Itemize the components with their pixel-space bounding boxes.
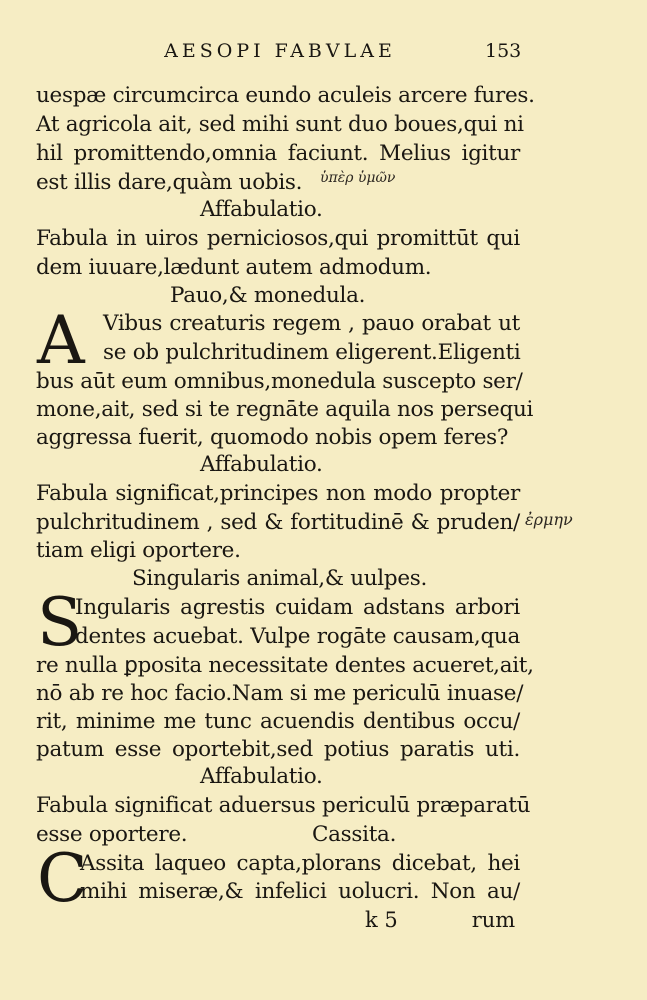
drop-cap-initial: S <box>37 584 83 661</box>
text-line: mone,ait, sed si te regnāte aquila nos persequi <box>36 397 534 422</box>
text-line: nō ab re hoc facio.Nam si me periculū inuase/ <box>36 681 524 706</box>
text-line: At agricola ait, sed mihi sunt duo boues,qui ni <box>36 112 524 137</box>
marginal-annotation: ὑπὲρ ὑμῶν <box>320 170 396 186</box>
text-line: patum esse oportebit,sed potius paratis uti. <box>36 737 520 762</box>
text-line: est illis dare,quàm uobis. <box>36 170 303 195</box>
text-line: Fabula significat aduersus periculū præparatū <box>36 793 531 818</box>
drop-cap-initial: C <box>37 840 88 917</box>
section-heading: Affabulatio. <box>200 452 323 477</box>
text-line: re nulla ꝑposita necessitate dentes acueret,ait, <box>36 653 534 678</box>
running-title: AESOPI FABVLAE <box>164 40 396 62</box>
text-line: rit, minime me tunc acuendis dentibus occu/ <box>36 709 520 734</box>
section-heading: Affabulatio. <box>200 197 323 222</box>
folio-number: 153 <box>485 40 522 62</box>
text-line: tiam eligi oportere. <box>36 538 241 563</box>
marginal-annotation: ἐρμην <box>525 510 573 529</box>
text-line: se ob pulchritudinem eligerent.Eligenti <box>103 340 521 365</box>
section-heading: Affabulatio. <box>200 764 323 789</box>
text-line: uespæ circumcirca eundo aculeis arcere fures. <box>36 83 535 108</box>
text-line: mihi miseræ,& infelici uolucri. Non au/ <box>80 879 520 904</box>
text-line: bus aūt eum omnibus,monedula suscepto ser/ <box>36 369 523 394</box>
text-line: aggressa fuerit, quomodo nobis opem feres? <box>36 425 509 450</box>
text-line: Fabula in uiros perniciosos,qui promittūt qui <box>36 226 520 251</box>
drop-cap-initial: A <box>37 302 85 379</box>
text-line: esse oportere. <box>36 822 188 847</box>
text-line: dentes acuebat. Vulpe rogāte causam,qua <box>75 624 520 649</box>
catchword: rum <box>471 908 516 932</box>
text-line: Ingularis agrestis cuidam adstans arbori <box>75 595 520 620</box>
signature-mark: k 5 <box>365 908 398 932</box>
fable-title: Singularis animal,& uulpes. <box>132 566 428 591</box>
text-line: dem iuuare,lædunt autem admodum. <box>36 255 432 280</box>
page-footer <box>365 906 515 934</box>
fable-title: Pauo,& monedula. <box>170 283 366 308</box>
text-line: Fabula significat,principes non modo propter <box>36 481 520 506</box>
text-line: Assita laqueo capta,plorans dicebat, hei <box>80 851 520 876</box>
fable-title: Cassita. <box>312 822 397 847</box>
text-line: Vibus creaturis regem , pauo orabat ut <box>103 311 520 336</box>
text-line: hil promittendo,omnia faciunt. Melius igitur <box>36 141 520 166</box>
text-line: pulchritudinem , sed & fortitudinē & pruden/ <box>36 510 520 535</box>
